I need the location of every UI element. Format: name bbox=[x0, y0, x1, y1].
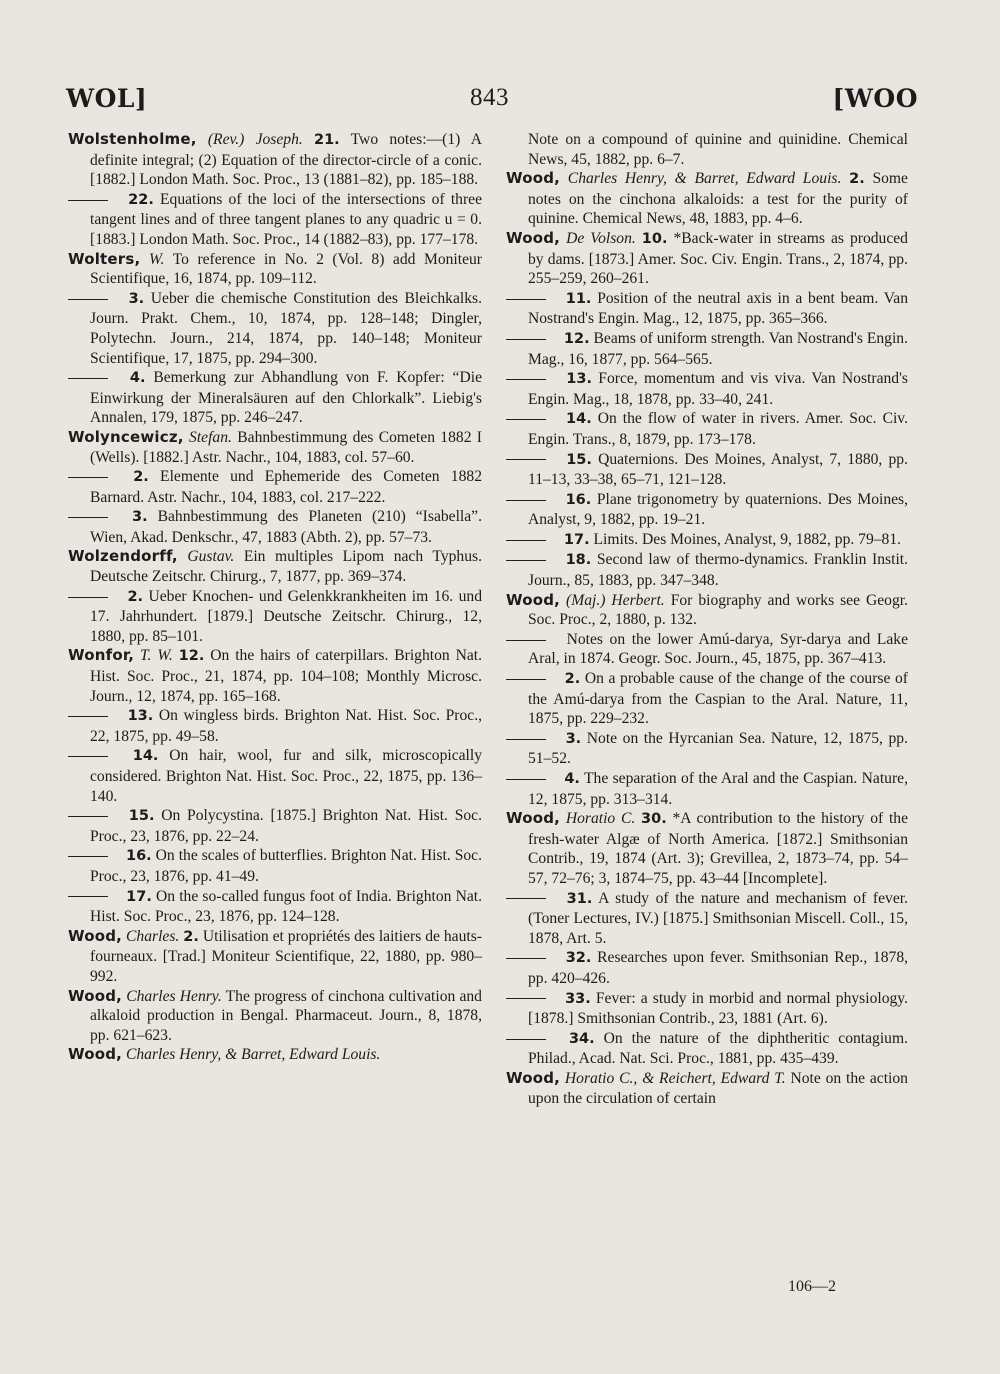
entry-number: 10. bbox=[641, 230, 668, 247]
repeat-author-dash bbox=[68, 756, 108, 757]
entry-text: For biography and works see Geogr. Soc. Proc., 2, 1880, p. 132. bbox=[528, 591, 908, 629]
entry-text: Bemerkung zur Abhandlung von F. Kopfer: “Die Einwirkung der Mineralsäuren auf den Chlorkalk”. Liebig's Annalen, 179, 1875, pp. 246–247. bbox=[90, 369, 482, 427]
bibliography-entry bbox=[506, 669, 908, 729]
repeat-author-dash bbox=[506, 299, 546, 300]
repeat-author-dash bbox=[68, 200, 108, 201]
entry-number: 21. bbox=[314, 132, 340, 148]
bibliography-entry bbox=[506, 409, 908, 449]
repeat-author-dash bbox=[506, 998, 546, 999]
bibliography-entry bbox=[506, 729, 908, 769]
entry-number: 4. bbox=[129, 370, 146, 387]
entry-number: 2. bbox=[183, 928, 199, 945]
repeat-author-dash bbox=[68, 597, 108, 598]
entry-text: On the scales of butterflies. Brighton Nat. Hist. Soc. Proc., 23, 1876, pp. 41–49. bbox=[90, 847, 482, 885]
bibliography-entry bbox=[68, 130, 482, 190]
bibliography-entry bbox=[68, 190, 482, 250]
entry-number: 31. bbox=[566, 890, 593, 907]
entry-text: Two notes:—(1) A definite integral; (2) Equation of the director-circle of a conic. [1882.] London Math. Soc. Proc., 13 (1881–82), pp. 185–188. bbox=[90, 131, 482, 189]
author-name: Wood, bbox=[506, 590, 561, 609]
author-given-name: Horatio C. bbox=[565, 810, 636, 828]
bibliography-entry bbox=[506, 989, 908, 1029]
running-head-left: WOL] bbox=[66, 84, 148, 113]
entry-text: Limits. Des Moines, Analyst, 9, 1882, pp. 79–81. bbox=[593, 530, 902, 548]
entry-text: On Polycystina. [1875.] Brighton Nat. Hist. Soc. Proc., 23, 1876, pp. 22–24. bbox=[90, 807, 482, 845]
author-given-name: Charles Henry, & Barret, Edward Louis. bbox=[125, 1046, 381, 1064]
entry-text: Equations of the loci of the intersections of three tangent lines and of three tangent planes to any quadric u = 0. [1883.] London Math. Soc. Proc., 14 (1882–83), pp. 177–178. bbox=[90, 190, 482, 248]
entry-number: 2. bbox=[133, 469, 149, 486]
entry-text: The separation of the Aral and the Caspian. Nature, 12, 1875, pp. 313–314. bbox=[528, 770, 908, 808]
author-given-name: Charles Henry. bbox=[126, 987, 222, 1005]
entry-number: 3. bbox=[128, 290, 145, 307]
entry-number: 11. bbox=[565, 290, 592, 307]
author-given-name: Horatio C., & Reichert, Edward T. bbox=[564, 1069, 786, 1087]
author-given-name: Charles Henry, & Barret, Edward Louis. bbox=[567, 170, 842, 188]
entry-number: 15. bbox=[566, 451, 592, 468]
bibliography-entry bbox=[68, 587, 482, 647]
entry-text: Second law of thermo-dynamics. Franklin Instit. Journ., 85, 1883, pp. 347–348. bbox=[528, 551, 909, 590]
repeat-author-dash bbox=[506, 379, 546, 380]
entry-text: Note on the action upon the circulation of certain bbox=[528, 1069, 908, 1107]
entry-text: Researches upon fever. Smithsonian Rep., 1878, pp. 420–426. bbox=[528, 949, 909, 987]
bibliography-entry bbox=[68, 250, 482, 289]
entry-text: A study of the nature and mechanism of fever. (Toner Lectures, IV.) [1875.] Smithsonian Miscell. Coll., 15, 1878, Art. 5. bbox=[528, 889, 908, 947]
entry-number: 14. bbox=[566, 411, 592, 428]
entry-number: 34. bbox=[568, 1030, 595, 1047]
repeat-author-dash bbox=[68, 517, 108, 518]
repeat-author-dash bbox=[506, 679, 546, 680]
bibliography-entry bbox=[506, 289, 908, 329]
bibliography-entry bbox=[68, 1045, 482, 1065]
bibliography-entry bbox=[506, 550, 908, 590]
entry-number: 2. bbox=[564, 671, 581, 688]
entry-number: 17. bbox=[563, 531, 590, 548]
entry-text: Some notes on the cinchona alkaloids: a test for the purity of quinine. Chemical News, 48, 1883, pp. 4–6. bbox=[528, 170, 908, 228]
author-name: Wonfor, bbox=[68, 646, 135, 665]
entry-text: Ueber Knochen- und Gelenkkrankheiten im 16. und 17. Jahrhundert. [1879.] Deutsche Zeitschr. Chirurg., 12, 1880, pp. 85–101. bbox=[90, 587, 482, 645]
entry-text: Fever: a study in morbid and normal physiology. [1878.] Smithsonian Contrib., 23, 1881 (Art. 6). bbox=[528, 989, 908, 1028]
entry-number: 2. bbox=[849, 171, 865, 188]
entry-text: Bahnbestimmung des Cometen 1882 I (Wells). [1882.] Astr. Nachr., 104, 1883, col. 57–60. bbox=[90, 428, 483, 466]
bibliography-entry bbox=[506, 530, 908, 551]
bibliography-entry bbox=[506, 229, 908, 289]
author-given-name: T. W. bbox=[140, 647, 173, 665]
entry-number: 3. bbox=[131, 509, 148, 526]
bibliography-entry bbox=[68, 547, 482, 586]
entry-text: Beams of uniform strength. Van Nostrand's Engin. Mag., 16, 1877, pp. 564–565. bbox=[528, 329, 908, 368]
entry-number: 17. bbox=[126, 888, 152, 905]
bibliography-entry bbox=[68, 706, 482, 746]
bibliography-entry bbox=[506, 329, 908, 369]
bibliography-entry bbox=[506, 369, 908, 409]
repeat-author-dash bbox=[506, 640, 546, 641]
bibliography-entry bbox=[68, 806, 482, 846]
entry-text: Ein multiples Lipom nach Typhus. Deutsche Zeitschr. Chirurg., 7, 1877, pp. 369–374. bbox=[90, 548, 482, 586]
entry-text: *A contribution to the history of the fresh-water Algæ of North America. [1872.] Smithsonian Contrib., 19, 1874 (Art. 3); Grevillea, 2, 1873–74, pp. 54–57, 72–76; 3, 1874–75, pp. 43–44 [Incomplete]. bbox=[528, 810, 908, 887]
entry-text: Plane trigonometry by quaternions. Des Moines, Analyst, 9, 1882, pp. 19–21. bbox=[528, 490, 909, 529]
repeat-author-dash bbox=[506, 419, 546, 420]
entry-number: 14. bbox=[132, 748, 159, 765]
entry-text: Quaternions. Des Moines, Analyst, 7, 1880, pp. 11–13, 33–38, 65–71, 121–128. bbox=[528, 450, 908, 489]
author-given-name: Stefan. bbox=[189, 428, 232, 446]
bibliography-entry bbox=[506, 630, 908, 669]
entry-text: *Back-water in streams as produced by dams. [1873.] Amer. Soc. Civ. Engin. Trans., 2, 1874, pp. 255–259, 260–261. bbox=[528, 229, 908, 288]
entry-number: 32. bbox=[565, 950, 592, 967]
repeat-author-dash bbox=[506, 500, 546, 501]
repeat-author-dash bbox=[68, 816, 108, 817]
entry-text: On the so-called fungus foot of India. Brighton Nat. Hist. Soc. Proc., 23, 1876, pp. 124–128. bbox=[90, 887, 482, 926]
entry-number: 4. bbox=[564, 771, 580, 787]
bibliography-entry bbox=[68, 846, 482, 886]
repeat-author-dash bbox=[68, 477, 108, 478]
repeat-author-dash bbox=[506, 540, 546, 541]
entry-text: On the nature of the diphtheritic contagium. Philad., Acad. Nat. Sci. Proc., 1881, pp. 435–439. bbox=[528, 1029, 908, 1068]
entry-number: 15. bbox=[128, 808, 155, 825]
bibliography-entry bbox=[68, 368, 482, 428]
entry-text: The progress of cinchona cultivation and alkaloid production in Bengal. Pharmaceut. Journ., 8, 1878, pp. 621–623. bbox=[90, 987, 482, 1044]
repeat-author-dash bbox=[506, 459, 546, 460]
entry-text: Notes on the lower Amú-darya, Syr-darya and Lake Aral, in 1874. Geogr. Soc. Journ., 45, 1875, pp. 367–413. bbox=[528, 630, 908, 668]
bibliography-entry bbox=[506, 889, 908, 949]
bibliography-entry bbox=[68, 646, 482, 706]
bibliography-entry bbox=[68, 746, 482, 806]
entry-number: 13. bbox=[566, 371, 592, 388]
entry-text: Note on the Hyrcanian Sea. Nature, 12, 1875, pp. 51–52. bbox=[528, 729, 908, 768]
author-name: Wood, bbox=[506, 809, 561, 828]
bibliography-entry bbox=[68, 887, 482, 927]
bibliography-entry bbox=[68, 467, 482, 507]
entry-number: 2. bbox=[127, 588, 144, 605]
repeat-author-dash bbox=[506, 739, 546, 740]
repeat-author-dash bbox=[506, 958, 546, 959]
author-name: Wolstenholme, bbox=[68, 130, 197, 148]
bibliography-entry bbox=[506, 130, 908, 169]
bibliography-entry bbox=[506, 769, 908, 809]
author-name: Wolters, bbox=[68, 249, 141, 268]
repeat-author-dash bbox=[68, 299, 108, 300]
entry-text: On the flow of water in rivers. Amer. Soc. Civ. Engin. Trans., 8, 1879, pp. 173–178. bbox=[528, 410, 908, 448]
entry-number: 16. bbox=[565, 491, 592, 508]
entry-text: Elemente und Ephemeride des Cometen 1882 Barnard. Astr. Nachr., 104, 1883, col. 217–222. bbox=[90, 468, 482, 506]
entry-text: To reference in No. 2 (Vol. 8) add Moniteur Scientifique, 16, 1874, pp. 109–112. bbox=[90, 250, 482, 288]
bibliography-entry bbox=[68, 927, 482, 987]
entry-number: 22. bbox=[128, 191, 154, 208]
author-name: Wood, bbox=[506, 228, 561, 247]
entry-text: Ueber die chemische Constitution des Bleichkalks. Journ. Prakt. Chem., 10, 1874, pp. 128–148; Dingler, Polytechn. Journ., 214, 1874, pp. 140–148; Moniteur Scientifique, 17, 1875, pp. 294–300. bbox=[90, 289, 482, 367]
bibliography-entry bbox=[506, 948, 908, 988]
bibliography-entry bbox=[506, 1029, 908, 1069]
bibliography-entry bbox=[506, 490, 908, 530]
entry-number: 18. bbox=[565, 552, 592, 569]
author-name: Wood, bbox=[68, 986, 123, 1005]
bibliography-entry bbox=[506, 450, 908, 490]
entry-text: Utilisation et propriétés des laitiers de hauts-fourneaux. [Trad.] Moniteur Scientifique, 22, 1880, pp. 980–992. bbox=[90, 927, 482, 985]
entry-number: 12. bbox=[178, 648, 205, 665]
author-given-name: Charles. bbox=[126, 927, 180, 945]
entry-text: On a probable cause of the change of the course of the Amú-darya from the Caspian to the Aral. Nature, 11, 1875, pp. 229–232. bbox=[528, 670, 908, 728]
bibliography-entry bbox=[68, 987, 482, 1046]
entry-text: On the hairs of caterpillars. Brighton Nat. Hist. Soc. Proc., 21, 1874, pp. 104–108; Monthly Microsc. Journ., 12, 1874, pp. 165–168. bbox=[90, 647, 482, 705]
author-name: Wood, bbox=[506, 1068, 561, 1087]
author-given-name: (Maj.) Herbert. bbox=[566, 591, 665, 609]
author-given-name: De Volson. bbox=[566, 229, 636, 247]
repeat-author-dash bbox=[506, 339, 546, 340]
entry-text: Note on a compound of quinine and quinidine. Chemical News, 45, 1882, pp. 6–7. bbox=[528, 131, 908, 168]
bibliography-entry bbox=[68, 428, 482, 467]
author-given-name: Gustav. bbox=[187, 548, 235, 566]
bibliography-entry bbox=[506, 169, 908, 229]
repeat-author-dash bbox=[506, 560, 546, 561]
page-number: 843 bbox=[470, 84, 509, 111]
entry-text: Force, momentum and vis viva. Van Nostrand's Engin. Mag., 18, 1878, pp. 33–40, 241. bbox=[528, 370, 908, 408]
signature-mark: 106—2 bbox=[788, 1278, 836, 1295]
repeat-author-dash bbox=[68, 716, 108, 717]
author-name: Wolzendorff, bbox=[68, 547, 178, 566]
author-given-name: (Rev.) Joseph. bbox=[207, 131, 303, 148]
entry-number: 13. bbox=[127, 708, 154, 725]
bibliography-entry bbox=[68, 289, 482, 368]
author-name: Wood, bbox=[68, 1045, 123, 1064]
repeat-author-dash bbox=[506, 898, 546, 899]
entry-number: 16. bbox=[125, 848, 152, 865]
author-name: Wood, bbox=[68, 926, 123, 945]
author-name: Wood, bbox=[506, 169, 561, 188]
repeat-author-dash bbox=[506, 779, 546, 780]
bibliography-entry bbox=[68, 507, 482, 547]
entry-number: 30. bbox=[641, 811, 667, 828]
bibliography-entry bbox=[506, 1069, 908, 1108]
running-head-right: [WOO bbox=[832, 84, 918, 113]
repeat-author-dash bbox=[506, 1039, 546, 1040]
repeat-author-dash bbox=[68, 378, 108, 379]
entry-text: On wingless birds. Brighton Nat. Hist. Soc. Proc., 22, 1875, pp. 49–58. bbox=[90, 707, 482, 745]
entry-number: 12. bbox=[563, 330, 590, 347]
repeat-author-dash bbox=[68, 856, 108, 857]
left-column bbox=[68, 130, 482, 1065]
entry-number: 33. bbox=[565, 990, 591, 1007]
author-given-name: W. bbox=[148, 250, 165, 268]
bibliography-entry bbox=[506, 809, 908, 888]
entry-text: Position of the neutral axis in a bent beam. Van Nostrand's Engin. Mag., 12, 1875, pp. 365–366. bbox=[528, 289, 908, 328]
right-column bbox=[506, 130, 908, 1108]
entry-text: Bahnbestimmung des Planeten (210) “Isabella”. Wien, Akad. Denkschr., 47, 1883 (Abth. 2), pp. 57–73. bbox=[90, 508, 482, 546]
entry-text: On hair, wool, fur and silk, microscopically considered. Brighton Nat. Hist. Soc. Proc., 22, 1875, pp. 136–140. bbox=[90, 747, 482, 805]
entry-number: 3. bbox=[565, 730, 582, 747]
repeat-author-dash bbox=[68, 896, 108, 897]
bibliography-entry bbox=[506, 591, 908, 630]
author-name: Wolyncewicz, bbox=[68, 427, 184, 446]
